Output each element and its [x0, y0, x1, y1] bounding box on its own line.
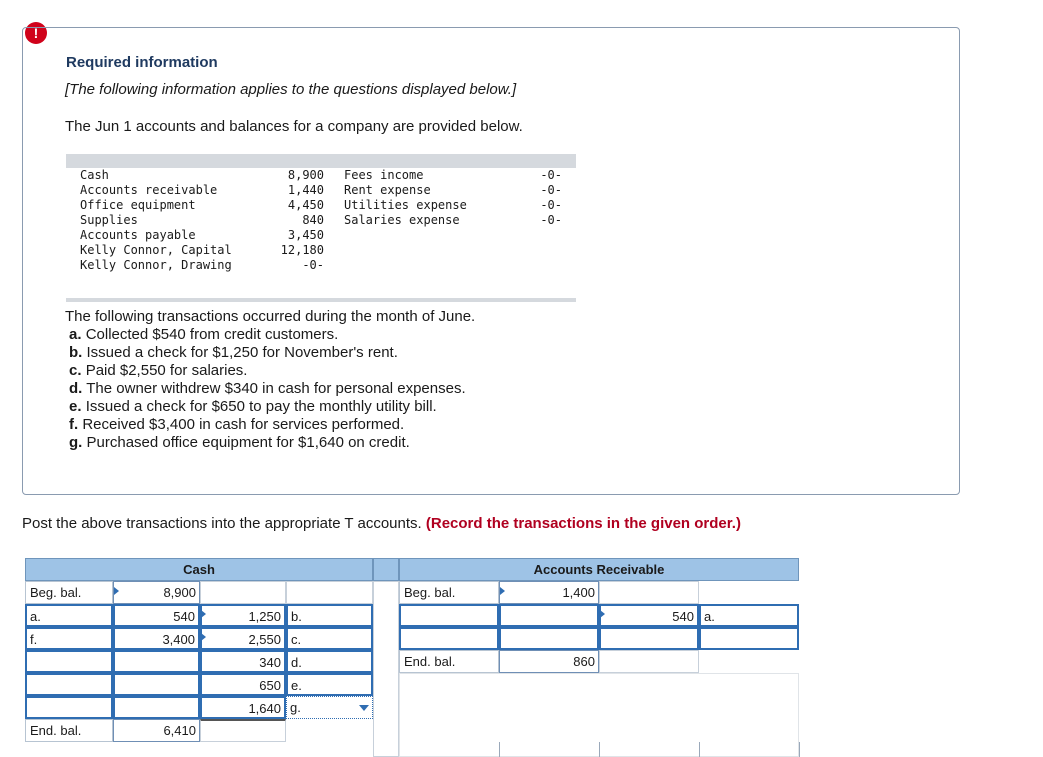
cash-credit-cell[interactable]	[200, 581, 286, 604]
transaction-item	[69, 326, 466, 344]
account-name: Accounts receivable	[80, 183, 218, 197]
cash-account-header: Cash	[25, 558, 373, 581]
transaction-text: Purchased office equipment for $1,640 on credit.	[86, 434, 410, 451]
cash-debit-value-f[interactable]: 3,400	[113, 627, 200, 650]
ar-debit-value-empty[interactable]	[499, 604, 599, 627]
transaction-item	[69, 380, 466, 398]
transaction-letter: d.	[69, 380, 83, 397]
account-amount: 3,450	[287, 228, 324, 242]
divider	[599, 742, 600, 757]
account-amount: 840	[302, 213, 324, 227]
transaction-item	[69, 398, 466, 416]
cash-credit-value-g[interactable]: 1,640	[200, 696, 286, 719]
account-name: Salaries expense	[344, 213, 460, 227]
transactions-list	[69, 326, 466, 452]
ar-end-label: End. bal.	[399, 650, 499, 673]
instruction-text	[22, 515, 741, 532]
cash-credit-value-e[interactable]: 650	[200, 673, 286, 696]
divider	[699, 742, 700, 757]
ar-account-header: Accounts Receivable	[399, 558, 799, 581]
required-info-title: Required information	[66, 54, 218, 71]
accounts-intro: The Jun 1 accounts and balances for a company are provided below.	[65, 118, 523, 135]
cash-debit-label-a[interactable]: a.	[25, 604, 113, 627]
ar-beg-value[interactable]: 1,400	[499, 581, 599, 604]
cash-credit-label-g-select[interactable]: g.	[286, 696, 373, 719]
required-info-subtitle: [The following information applies to the questions displayed below.]	[65, 81, 517, 98]
account-name: Rent expense	[344, 183, 431, 197]
cash-debit-value-a[interactable]: 540	[113, 604, 200, 627]
field-marker-icon	[600, 610, 605, 618]
transaction-letter: c.	[69, 362, 82, 379]
transaction-letter: e.	[69, 398, 82, 415]
instruction-emphasis: (Record the transactions in the given order.)	[425, 515, 741, 532]
transaction-letter: a.	[69, 326, 82, 343]
cash-debit-label-empty[interactable]	[25, 673, 113, 696]
ar-end-value[interactable]: 860	[499, 650, 599, 673]
cash-credit-value-d[interactable]: 340	[200, 650, 286, 673]
ar-credit-label-empty[interactable]	[699, 627, 799, 650]
account-name: Office equipment	[80, 198, 196, 212]
cash-credit-label-cell[interactable]	[286, 581, 373, 604]
field-marker-icon	[201, 610, 206, 618]
account-amount: -0-	[540, 198, 562, 212]
transaction-item	[69, 434, 466, 452]
balances-table	[66, 154, 576, 302]
account-amount: -0-	[302, 258, 324, 272]
transaction-text: Paid $2,550 for salaries.	[85, 362, 248, 379]
cash-credit-value-b[interactable]: 1,250	[200, 604, 286, 627]
account-amount: -0-	[540, 183, 562, 197]
cash-credit-value-c[interactable]: 2,550	[200, 627, 286, 650]
cash-debit-label-empty[interactable]	[25, 696, 113, 719]
cash-debit-value-empty[interactable]	[113, 673, 200, 696]
cash-end-credit	[200, 719, 286, 742]
column-divider	[373, 581, 399, 757]
balance-row	[66, 258, 576, 273]
transaction-item	[69, 362, 466, 380]
cash-end-value[interactable]: 6,410	[113, 719, 200, 742]
divider	[499, 742, 500, 757]
cash-debit-value-empty[interactable]	[113, 650, 200, 673]
ar-credit-cell[interactable]	[599, 581, 699, 604]
balance-row	[66, 183, 576, 198]
cash-debit-label-empty[interactable]	[25, 650, 113, 673]
account-name: Supplies	[80, 213, 138, 227]
account-name: Kelly Connor, Capital	[80, 243, 232, 257]
field-marker-icon	[114, 587, 119, 595]
cash-beg-label: Beg. bal.	[25, 581, 113, 604]
ar-beg-label: Beg. bal.	[399, 581, 499, 604]
account-name: Fees income	[344, 168, 424, 182]
cash-credit-label-e[interactable]: e.	[286, 673, 373, 696]
account-amount: 1,440	[287, 183, 324, 197]
transaction-item	[69, 416, 466, 434]
account-amount: 12,180	[280, 243, 324, 257]
balance-row	[66, 228, 576, 243]
transaction-text: Received $3,400 in cash for services performed.	[82, 416, 405, 433]
cash-credit-label-d[interactable]: d.	[286, 650, 373, 673]
divider	[799, 742, 800, 757]
account-name: Utilities expense	[344, 198, 467, 212]
transaction-item	[69, 344, 466, 362]
transaction-letter: g.	[69, 434, 83, 451]
alert-icon: !	[25, 22, 47, 44]
transaction-text: Issued a check for $1,250 for November's rent.	[86, 344, 398, 361]
account-name: Kelly Connor, Drawing	[80, 258, 232, 272]
cash-end-label: End. bal.	[25, 719, 113, 742]
account-amount: -0-	[540, 168, 562, 182]
field-marker-icon	[201, 633, 206, 641]
transaction-text: The owner withdrew $340 in cash for personal expenses.	[86, 380, 466, 397]
ar-debit-value-empty[interactable]	[499, 627, 599, 650]
instruction-main: Post the above transactions into the appropriate T accounts.	[22, 515, 422, 532]
ar-credit-value-empty[interactable]	[599, 627, 699, 650]
field-marker-icon	[500, 587, 505, 595]
ar-debit-label-empty[interactable]	[399, 604, 499, 627]
ar-credit-value-a[interactable]: 540	[599, 604, 699, 627]
ar-credit-label-a[interactable]: a.	[699, 604, 799, 627]
cash-credit-label-b[interactable]: b.	[286, 604, 373, 627]
account-amount: 4,450	[287, 198, 324, 212]
balance-row	[66, 213, 576, 228]
cash-debit-label-f[interactable]: f.	[25, 627, 113, 650]
header-spacer	[373, 558, 399, 581]
balance-row	[66, 198, 576, 213]
cash-debit-value-empty[interactable]	[113, 696, 200, 719]
account-name: Cash	[80, 168, 109, 182]
transaction-letter: b.	[69, 344, 83, 361]
required-information-panel	[22, 27, 960, 495]
transaction-letter: f.	[69, 416, 79, 433]
account-amount: 8,900	[287, 168, 324, 182]
cash-credit-label-c[interactable]: c.	[286, 627, 373, 650]
balance-row	[66, 168, 576, 183]
account-name: Accounts payable	[80, 228, 196, 242]
t-accounts-grid	[25, 558, 799, 757]
transaction-text: Issued a check for $650 to pay the monthly utility bill.	[85, 398, 437, 415]
ar-end-credit	[599, 650, 699, 673]
ar-debit-label-empty[interactable]	[399, 627, 499, 650]
balance-row	[66, 243, 576, 258]
transaction-text: Collected $540 from credit customers.	[85, 326, 339, 343]
transactions-intro: The following transactions occurred during the month of June.	[65, 308, 476, 325]
chevron-down-icon[interactable]	[359, 705, 369, 711]
account-amount: -0-	[540, 213, 562, 227]
cash-beg-value[interactable]: 8,900	[113, 581, 200, 604]
